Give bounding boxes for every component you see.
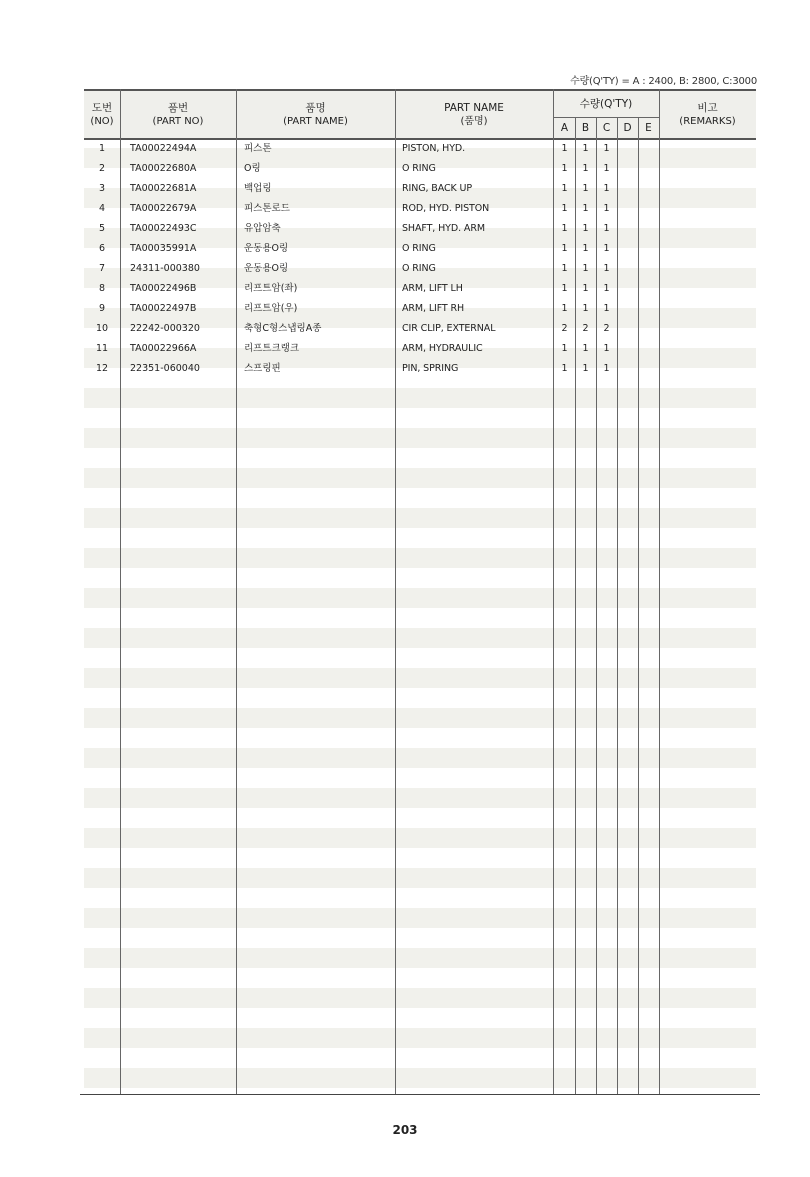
row-name-en: O RING xyxy=(402,263,436,274)
row-name-ko: 운동용O링 xyxy=(244,243,289,254)
row-band xyxy=(84,388,756,408)
row-band xyxy=(84,588,756,608)
row-name-ko: 유압암축 xyxy=(244,223,281,234)
row-qty-b: 1 xyxy=(582,183,589,194)
row-qty-d xyxy=(617,259,638,279)
table-row xyxy=(84,239,756,259)
row-qty-d xyxy=(617,299,638,319)
row-no: 6 xyxy=(98,243,106,254)
row-name-en: ARM, LIFT LH xyxy=(402,283,463,294)
row-part-no: TA00022496B xyxy=(130,283,197,294)
row-qty-b: 1 xyxy=(582,163,589,174)
header-kname-en: (PART NAME) xyxy=(283,115,348,127)
table-row xyxy=(84,159,756,179)
row-qty-e xyxy=(638,159,659,179)
row-qty-c: 1 xyxy=(603,363,610,374)
row-qty-a: 1 xyxy=(561,203,568,214)
row-part-no: TA00022680A xyxy=(130,163,197,174)
table-row xyxy=(84,279,756,299)
row-qty-b: 1 xyxy=(582,143,589,154)
row-qty-e xyxy=(638,239,659,259)
row-qty-c: 1 xyxy=(603,143,610,154)
row-qty-e xyxy=(638,299,659,319)
row-part-no: TA00035991A xyxy=(130,243,197,254)
header-remarks-ko: 비고 xyxy=(697,101,718,114)
table-row xyxy=(84,359,756,379)
header-qty-c: C xyxy=(602,122,611,134)
row-part-no: TA00022966A xyxy=(130,343,197,354)
row-band xyxy=(84,428,756,448)
row-qty-a: 1 xyxy=(561,143,568,154)
row-qty-e xyxy=(638,319,659,339)
row-band xyxy=(84,828,756,848)
row-qty-d xyxy=(617,199,638,219)
table-row xyxy=(84,319,756,339)
row-no: 12 xyxy=(95,363,109,374)
header-qty-title xyxy=(553,91,659,117)
row-name-en: ARM, LIFT RH xyxy=(402,303,465,314)
row-band xyxy=(84,1028,756,1048)
row-qty-e xyxy=(638,359,659,379)
row-band xyxy=(84,508,756,528)
header-part-no xyxy=(120,91,236,138)
row-qty-b: 2 xyxy=(582,323,589,334)
row-qty-c: 1 xyxy=(603,183,610,194)
row-band xyxy=(84,788,756,808)
row-qty-c: 1 xyxy=(603,283,610,294)
row-name-en: RING, BACK UP xyxy=(402,183,473,194)
row-qty-a: 1 xyxy=(561,303,568,314)
row-band xyxy=(84,708,756,728)
header-remarks xyxy=(659,91,756,138)
row-qty-d xyxy=(617,279,638,299)
row-qty-c: 1 xyxy=(603,243,610,254)
table-row xyxy=(84,199,756,219)
row-name-en: ROD, HYD. PISTON xyxy=(402,203,490,214)
row-qty-a: 1 xyxy=(561,283,568,294)
header-no xyxy=(84,91,120,138)
row-band xyxy=(84,468,756,488)
row-qty-a: 2 xyxy=(561,323,568,334)
row-qty-d xyxy=(617,139,638,159)
table-row xyxy=(84,299,756,319)
row-part-no: TA00022493C xyxy=(130,223,197,234)
row-name-en: PIN, SPRING xyxy=(402,363,459,374)
row-part-no: 22351-060040 xyxy=(130,363,200,374)
row-qty-e xyxy=(638,259,659,279)
row-part-no: 24311-000380 xyxy=(130,263,200,274)
row-qty-c: 1 xyxy=(603,163,610,174)
row-no: 11 xyxy=(95,343,109,354)
row-qty-c: 1 xyxy=(603,303,610,314)
row-band xyxy=(84,1068,756,1088)
header-qty-d: D xyxy=(623,122,632,134)
row-qty-d xyxy=(617,159,638,179)
row-name-ko: 피스톤로드 xyxy=(244,203,290,214)
row-name-en: O RING xyxy=(402,243,436,254)
row-name-ko: 운동용O링 xyxy=(244,263,289,274)
row-no: 9 xyxy=(98,303,106,314)
row-name-ko: O링 xyxy=(244,163,261,174)
row-qty-e xyxy=(638,199,659,219)
row-qty-a: 1 xyxy=(561,183,568,194)
header-no-ko: 도번 xyxy=(91,101,113,114)
header-kname-ko: 품명 xyxy=(305,101,326,114)
row-no: 1 xyxy=(98,143,106,154)
row-qty-d xyxy=(617,219,638,239)
row-qty-a: 1 xyxy=(561,263,568,274)
row-no: 4 xyxy=(98,203,106,214)
row-qty-b: 1 xyxy=(582,343,589,354)
row-qty-e xyxy=(638,279,659,299)
row-part-no: TA00022494A xyxy=(130,143,197,154)
row-qty-d xyxy=(617,319,638,339)
row-part-no: TA00022681A xyxy=(130,183,197,194)
row-name-en: ARM, HYDRAULIC xyxy=(402,343,483,354)
row-qty-a: 1 xyxy=(561,343,568,354)
row-name-en: PISTON, HYD. xyxy=(402,143,466,154)
row-no: 7 xyxy=(98,263,106,274)
header-no-en: (NO) xyxy=(90,115,114,127)
row-qty-b: 1 xyxy=(582,363,589,374)
header-remarks-en: (REMARKS) xyxy=(679,115,736,127)
row-qty-e xyxy=(638,219,659,239)
row-part-no: TA00022679A xyxy=(130,203,197,214)
row-qty-c: 1 xyxy=(603,223,610,234)
table-row xyxy=(84,339,756,359)
header-qty-e: E xyxy=(645,122,652,134)
header-qty-title-text: 수량(Q'TY) xyxy=(579,98,633,110)
row-qty-b: 1 xyxy=(582,283,589,294)
row-qty-b: 1 xyxy=(582,223,589,234)
row-qty-d xyxy=(617,339,638,359)
header-ename-ko: (품명) xyxy=(460,115,488,127)
page-number: 203 xyxy=(392,1123,418,1137)
row-name-ko: 백업링 xyxy=(244,183,272,194)
row-qty-a: 1 xyxy=(561,363,568,374)
row-qty-c: 1 xyxy=(603,203,610,214)
row-name-ko: 리프트암(좌) xyxy=(244,283,298,294)
row-name-ko: 리프트크랭크 xyxy=(244,343,300,354)
row-part-no: 22242-000320 xyxy=(130,323,200,334)
row-band xyxy=(84,908,756,928)
row-no: 3 xyxy=(98,183,106,194)
row-no: 8 xyxy=(98,283,106,294)
row-band xyxy=(84,948,756,968)
quantity-note: 수량(Q'TY) = A : 2400, B: 2800, C:3000 xyxy=(570,76,757,87)
row-no: 10 xyxy=(95,323,109,334)
table-row xyxy=(84,139,756,159)
header-qty-b: B xyxy=(581,122,590,134)
header-part-no-en: (PART NO) xyxy=(152,115,204,127)
row-qty-c: 1 xyxy=(603,343,610,354)
row-qty-b: 1 xyxy=(582,303,589,314)
row-qty-b: 1 xyxy=(582,203,589,214)
row-qty-d xyxy=(617,179,638,199)
row-name-ko: 피스톤 xyxy=(244,143,272,154)
row-qty-e xyxy=(638,339,659,359)
row-qty-b: 1 xyxy=(582,243,589,254)
row-qty-d xyxy=(617,359,638,379)
row-band xyxy=(84,628,756,648)
row-band xyxy=(84,988,756,1008)
table-row xyxy=(84,179,756,199)
row-band xyxy=(84,748,756,768)
row-name-ko: 리프트암(우) xyxy=(244,303,298,314)
row-qty-c: 1 xyxy=(603,263,610,274)
header-part-no-ko: 품번 xyxy=(167,101,189,114)
table-row xyxy=(84,219,756,239)
row-name-en: O RING xyxy=(402,163,436,174)
row-qty-a: 1 xyxy=(561,163,568,174)
header-qty-a: A xyxy=(560,122,569,134)
row-band xyxy=(84,668,756,688)
header-part-name-en xyxy=(395,91,553,138)
row-part-no: TA00022497B xyxy=(130,303,197,314)
parts-table xyxy=(84,89,756,1095)
table-bottom-rule xyxy=(80,1094,760,1096)
row-name-en: SHAFT, HYD. ARM xyxy=(402,223,485,234)
row-band xyxy=(84,548,756,568)
table-row xyxy=(84,259,756,279)
row-qty-e xyxy=(638,139,659,159)
header-part-name-ko xyxy=(236,91,395,138)
header-ename-en: PART NAME xyxy=(444,101,504,114)
row-name-en: CIR CLIP, EXTERNAL xyxy=(402,323,496,334)
row-qty-c: 2 xyxy=(603,323,610,334)
row-qty-a: 1 xyxy=(561,243,568,254)
row-no: 2 xyxy=(98,163,106,174)
row-qty-b: 1 xyxy=(582,263,589,274)
row-no: 5 xyxy=(98,223,106,234)
row-qty-a: 1 xyxy=(561,223,568,234)
row-band xyxy=(84,868,756,888)
row-name-ko: 축형C형스냅링A종 xyxy=(244,323,322,334)
row-qty-d xyxy=(617,239,638,259)
row-qty-e xyxy=(638,179,659,199)
row-name-ko: 스프링핀 xyxy=(244,363,281,374)
